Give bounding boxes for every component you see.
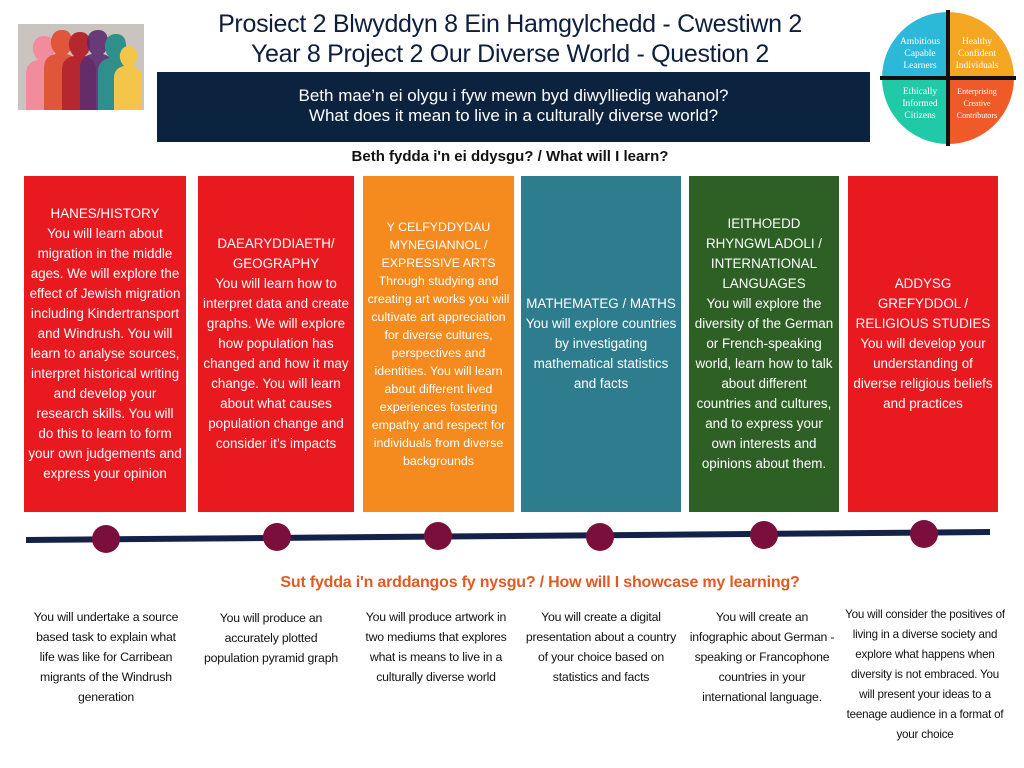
timeline-dot <box>92 525 120 553</box>
four-purposes-compass <box>880 10 1016 146</box>
timeline-dot <box>263 523 291 551</box>
outcome-maths: You will create a digital presentation about a country of your choice based on statistics and facts <box>525 610 677 684</box>
religious-studies-card <box>848 176 998 512</box>
outcome-religious-studies: You will consider the positives of living in a diverse society and explore what happens when diversity is not embraced. You will present your ideas to a teenage audience in a format of your choice <box>845 608 1005 741</box>
showcase-heading: Sut fydda i'n arddangos fy nysgu? / How will I showcase my learning? <box>280 574 800 591</box>
question-english: What does it mean to live in a culturally diverse world? <box>308 106 719 125</box>
geography-body: You will learn how to interpret data and create graphs. We will explore how population has changed and how it may change. You will learn about what causes population change and consider it’s impacts <box>203 276 349 451</box>
compass-q1-line1: Ambitious <box>899 37 941 47</box>
outcome-geography: You will produce an accurately plotted population pyramid graph <box>204 611 338 665</box>
outcome-languages: You will create an infographic about German -speaking or Francophone countries in your international language. <box>689 610 835 704</box>
compass-q3-line1: Ethically <box>902 87 938 97</box>
compass-q4-line2: Creative <box>963 99 991 108</box>
learn-heading: Beth fydda i'n ei ddysgu? / What will I learn? <box>351 148 669 165</box>
timeline-dot <box>910 520 938 548</box>
timeline-dot <box>424 522 452 550</box>
question-banner <box>157 72 870 142</box>
compass-q2-line2: Confident <box>958 49 996 59</box>
maths-card <box>521 176 681 512</box>
compass-q1-line2: Capable <box>904 49 936 59</box>
expressive-arts-heading: Y CELFYDDYDAU MYNEGIANNOL / EXPRESSIVE ARTS <box>381 220 496 270</box>
compass-q2-line1: Healthy <box>961 37 993 47</box>
timeline-dot <box>586 523 614 551</box>
compass-q4-line3: Contributors <box>956 111 998 120</box>
religious-studies-heading: ADDYSG GREFYDDOL / RELIGIOUS STUDIES <box>855 276 991 331</box>
compass-q3-line3: Citizens <box>904 111 936 121</box>
compass-q1-line3: Learners <box>903 61 937 71</box>
expressive-arts-body: Through studying and creating art works you will cultivate art appreciation for diverse cultures, perspectives and identities. You will learn about different lived experiences fostering empathy and respect for individuals from diverse backgrounds <box>367 274 510 468</box>
compass-q2-line3: Individuals <box>955 61 999 71</box>
history-heading: HANES/HISTORY <box>50 206 160 221</box>
geography-card <box>198 176 354 512</box>
history-body: You will learn about migration in the middle ages. We will explore the effect of Jewish migration including Kindertransport and Windrush. You will learn to analyse sources, interpret historical writing and develop your research skills. You will do this to learn to form your own judgements and express your opinion <box>28 226 182 481</box>
languages-body: You will explore the diversity of the German or French-speaking world, learn how to talk about different countries and cultures, and to express your own interests and opinions about them. <box>694 296 834 471</box>
languages-heading: IEITHOEDD RHYNGWLADOLI / INTERNATIONAL LANGUAGES <box>705 216 823 291</box>
outcome-history: You will undertake a source based task to explain what life was like for Carribean migrants of the Windrush generation <box>33 610 179 704</box>
compass-q3-line2: Informed <box>902 99 938 109</box>
maths-body: You will explore countries by investigating mathematical statistics and facts <box>525 316 677 391</box>
languages-card <box>689 176 839 512</box>
timeline-line <box>26 532 990 540</box>
expressive-arts-card <box>363 176 514 512</box>
outcome-expressive-arts: You will produce artwork in two mediums that explores what is means to live in a culturally diverse world <box>365 610 507 684</box>
timeline <box>0 500 1024 570</box>
geography-heading: DAEARYDDIAETH/ GEOGRAPHY <box>217 236 335 271</box>
title-welsh: Prosiect 2 Blwyddyn 8 Ein Hamgylchedd - Cwestiwn 2 <box>218 10 802 38</box>
timeline-dot <box>750 521 778 549</box>
question-welsh: Beth mae’n ei olygu i fyw mewn byd diwylliedig wahanol? <box>298 86 729 105</box>
religious-studies-body: You will develop your understanding of diverse religious beliefs and practices <box>853 336 993 411</box>
history-card <box>24 176 186 512</box>
title-english: Year 8 Project 2 Our Diverse World - Question 2 <box>250 40 770 68</box>
compass-q4-line1: Enterprising <box>957 87 997 96</box>
diverse-people-illustration <box>18 24 144 110</box>
maths-heading: MATHEMATEG / MATHS <box>526 296 676 311</box>
